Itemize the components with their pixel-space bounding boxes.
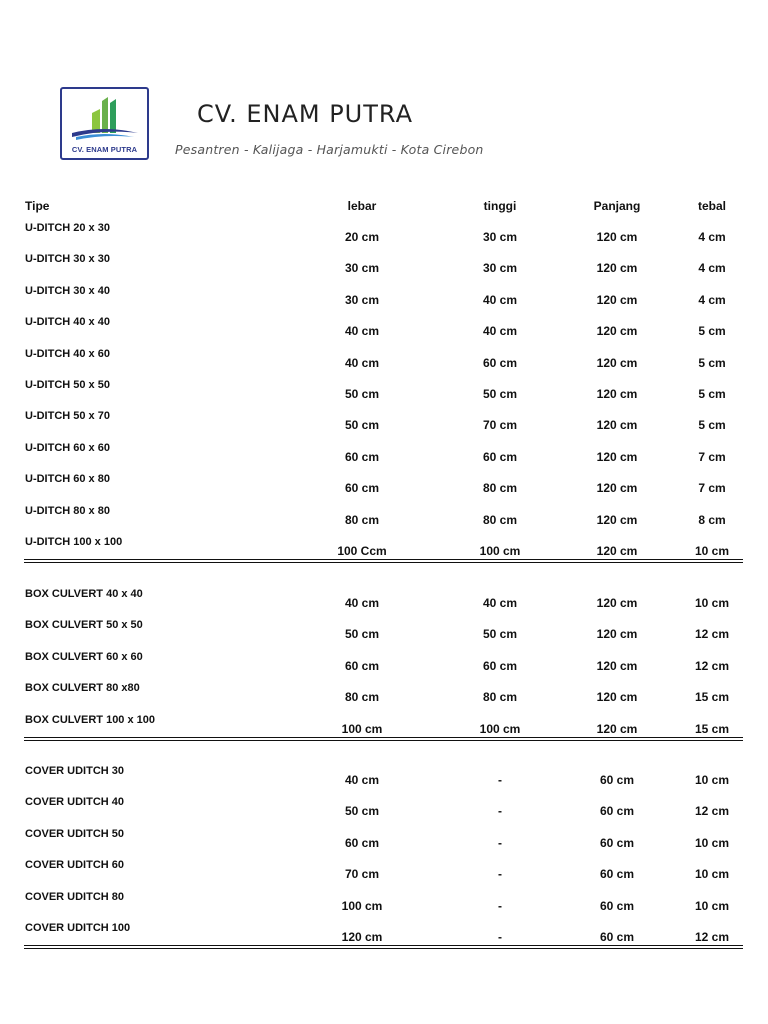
box-culvert-row-tinggi: 80 cm [482, 690, 518, 704]
u-ditch-row-lebar: 50 cm [344, 418, 380, 432]
cover-uditch-row-panjang: 60 cm [599, 899, 635, 913]
section-divider [24, 948, 743, 949]
company-name: CV. ENAM PUTRA [197, 100, 414, 128]
u-ditch-row-panjang: 120 cm [596, 324, 638, 338]
u-ditch-row-panjang: 120 cm [596, 230, 638, 244]
cover-uditch-row-tipe: COVER UDITCH 50 [25, 828, 125, 840]
cover-uditch-row-tebal: 12 cm [694, 930, 730, 944]
u-ditch-row-tinggi: 30 cm [482, 261, 518, 275]
cover-uditch-row-tebal: 10 cm [694, 867, 730, 881]
cover-uditch-row-tebal: 10 cm [694, 899, 730, 913]
cover-uditch-row-panjang: 60 cm [599, 930, 635, 944]
u-ditch-row-tinggi: 80 cm [482, 513, 518, 527]
u-ditch-row-tinggi: 30 cm [482, 230, 518, 244]
header-tebal: tebal [697, 199, 727, 213]
building-logo-icon [62, 89, 147, 145]
u-ditch-row-tebal: 4 cm [698, 261, 726, 275]
u-ditch-row-tinggi: 60 cm [482, 356, 518, 370]
u-ditch-row-tipe: U-DITCH 60 x 80 [25, 473, 110, 485]
u-ditch-row-tebal: 10 cm [694, 544, 730, 558]
u-ditch-row-lebar: 80 cm [344, 513, 380, 527]
u-ditch-row-tinggi: 40 cm [482, 324, 518, 338]
header-tinggi: tinggi [483, 199, 517, 213]
u-ditch-row-lebar: 50 cm [344, 387, 380, 401]
u-ditch-row-tebal: 5 cm [698, 387, 726, 401]
box-culvert-row-tipe: BOX CULVERT 100 x 100 [25, 714, 156, 726]
u-ditch-row-panjang: 120 cm [596, 481, 638, 495]
section-divider [24, 945, 743, 946]
cover-uditch-row-tinggi: - [498, 899, 502, 913]
box-culvert-row-tipe: BOX CULVERT 40 x 40 [25, 588, 143, 600]
cover-uditch-row-tipe: COVER UDITCH 80 [25, 891, 125, 903]
u-ditch-row-tinggi: 40 cm [482, 293, 518, 307]
box-culvert-row-tipe: BOX CULVERT 80 x80 [25, 682, 140, 694]
u-ditch-row-tipe: U-DITCH 40 x 60 [25, 348, 110, 360]
cover-uditch-row-tipe: COVER UDITCH 100 [25, 922, 131, 934]
box-culvert-row-panjang: 120 cm [596, 722, 638, 736]
box-culvert-row-lebar: 80 cm [344, 690, 380, 704]
box-culvert-row-panjang: 120 cm [596, 659, 638, 673]
u-ditch-row-lebar: 30 cm [344, 261, 380, 275]
section-divider [24, 559, 743, 560]
u-ditch-row-tebal: 5 cm [698, 324, 726, 338]
box-culvert-row-tinggi: 50 cm [482, 627, 518, 641]
u-ditch-row-lebar: 40 cm [344, 356, 380, 370]
cover-uditch-row-tebal: 12 cm [694, 804, 730, 818]
box-culvert-row-tebal: 12 cm [694, 659, 730, 673]
box-culvert-row-tipe: BOX CULVERT 60 x 60 [25, 651, 143, 663]
u-ditch-row-lebar: 40 cm [344, 324, 380, 338]
cover-uditch-row-tinggi: - [498, 804, 502, 818]
header-lebar: lebar [347, 199, 377, 213]
header-tipe: Tipe [25, 199, 50, 213]
section-divider [24, 740, 743, 741]
u-ditch-row-lebar: 20 cm [344, 230, 380, 244]
u-ditch-row-tipe: U-DITCH 30 x 40 [25, 285, 110, 297]
cover-uditch-row-lebar: 50 cm [344, 804, 380, 818]
cover-uditch-row-panjang: 60 cm [599, 867, 635, 881]
u-ditch-row-tebal: 4 cm [698, 293, 726, 307]
cover-uditch-row-lebar: 40 cm [344, 773, 380, 787]
box-culvert-row-panjang: 120 cm [596, 627, 638, 641]
u-ditch-row-tipe: U-DITCH 100 x 100 [25, 536, 123, 548]
u-ditch-row-tipe: U-DITCH 50 x 50 [25, 379, 110, 391]
u-ditch-row-tebal: 7 cm [698, 450, 726, 464]
header-panjang: Panjang [593, 199, 641, 213]
u-ditch-row-tipe: U-DITCH 50 x 70 [25, 410, 110, 422]
cover-uditch-row-tinggi: - [498, 867, 502, 881]
u-ditch-row-tebal: 8 cm [698, 513, 726, 527]
box-culvert-row-tebal: 15 cm [694, 722, 730, 736]
u-ditch-row-panjang: 120 cm [596, 450, 638, 464]
u-ditch-row-lebar: 30 cm [344, 293, 380, 307]
box-culvert-row-panjang: 120 cm [596, 690, 638, 704]
u-ditch-row-tipe: U-DITCH 30 x 30 [25, 253, 110, 265]
box-culvert-row-lebar: 100 cm [341, 722, 383, 736]
cover-uditch-row-lebar: 70 cm [344, 867, 380, 881]
u-ditch-row-tinggi: 100 cm [479, 544, 521, 558]
section-divider [24, 737, 743, 738]
cover-uditch-row-tebal: 10 cm [694, 773, 730, 787]
u-ditch-row-tinggi: 50 cm [482, 387, 518, 401]
box-culvert-row-tebal: 12 cm [694, 627, 730, 641]
u-ditch-row-lebar: 60 cm [344, 450, 380, 464]
u-ditch-row-tebal: 4 cm [698, 230, 726, 244]
u-ditch-row-panjang: 120 cm [596, 418, 638, 432]
u-ditch-row-tinggi: 60 cm [482, 450, 518, 464]
u-ditch-row-tipe: U-DITCH 60 x 60 [25, 442, 110, 454]
u-ditch-row-tebal: 7 cm [698, 481, 726, 495]
logo-text: CV. ENAM PUTRA [71, 145, 138, 154]
cover-uditch-row-panjang: 60 cm [599, 836, 635, 850]
cover-uditch-row-tipe: COVER UDITCH 30 [25, 765, 125, 777]
company-address: Pesantren - Kalijaga - Harjamukti - Kota Cirebon [175, 142, 484, 157]
cover-uditch-row-lebar: 100 cm [341, 899, 383, 913]
cover-uditch-row-panjang: 60 cm [599, 804, 635, 818]
u-ditch-row-panjang: 120 cm [596, 513, 638, 527]
u-ditch-row-tipe: U-DITCH 20 x 30 [25, 222, 110, 234]
box-culvert-row-lebar: 40 cm [344, 596, 380, 610]
box-culvert-row-tebal: 10 cm [694, 596, 730, 610]
cover-uditch-row-panjang: 60 cm [599, 773, 635, 787]
box-culvert-row-tipe: BOX CULVERT 50 x 50 [25, 619, 143, 631]
cover-uditch-row-tinggi: - [498, 773, 502, 787]
u-ditch-row-tebal: 5 cm [698, 356, 726, 370]
u-ditch-row-panjang: 120 cm [596, 356, 638, 370]
u-ditch-row-tebal: 5 cm [698, 418, 726, 432]
cover-uditch-row-tipe: COVER UDITCH 40 [25, 796, 125, 808]
box-culvert-row-panjang: 120 cm [596, 596, 638, 610]
cover-uditch-row-lebar: 120 cm [341, 930, 383, 944]
u-ditch-row-panjang: 120 cm [596, 387, 638, 401]
u-ditch-row-lebar: 100 Ccm [337, 544, 387, 558]
cover-uditch-row-lebar: 60 cm [344, 836, 380, 850]
company-logo [60, 87, 149, 160]
u-ditch-row-tinggi: 70 cm [482, 418, 518, 432]
box-culvert-row-tinggi: 60 cm [482, 659, 518, 673]
section-divider [24, 562, 743, 563]
cover-uditch-row-tebal: 10 cm [694, 836, 730, 850]
box-culvert-row-lebar: 60 cm [344, 659, 380, 673]
u-ditch-row-panjang: 120 cm [596, 261, 638, 275]
u-ditch-row-tipe: U-DITCH 80 x 80 [25, 505, 110, 517]
u-ditch-row-panjang: 120 cm [596, 293, 638, 307]
u-ditch-row-lebar: 60 cm [344, 481, 380, 495]
u-ditch-row-tipe: U-DITCH 40 x 40 [25, 316, 110, 328]
u-ditch-row-tinggi: 80 cm [482, 481, 518, 495]
box-culvert-row-tebal: 15 cm [694, 690, 730, 704]
cover-uditch-row-tinggi: - [498, 930, 502, 944]
box-culvert-row-lebar: 50 cm [344, 627, 380, 641]
cover-uditch-row-tipe: COVER UDITCH 60 [25, 859, 125, 871]
box-culvert-row-tinggi: 100 cm [479, 722, 521, 736]
cover-uditch-row-tinggi: - [498, 836, 502, 850]
box-culvert-row-tinggi: 40 cm [482, 596, 518, 610]
u-ditch-row-panjang: 120 cm [596, 544, 638, 558]
